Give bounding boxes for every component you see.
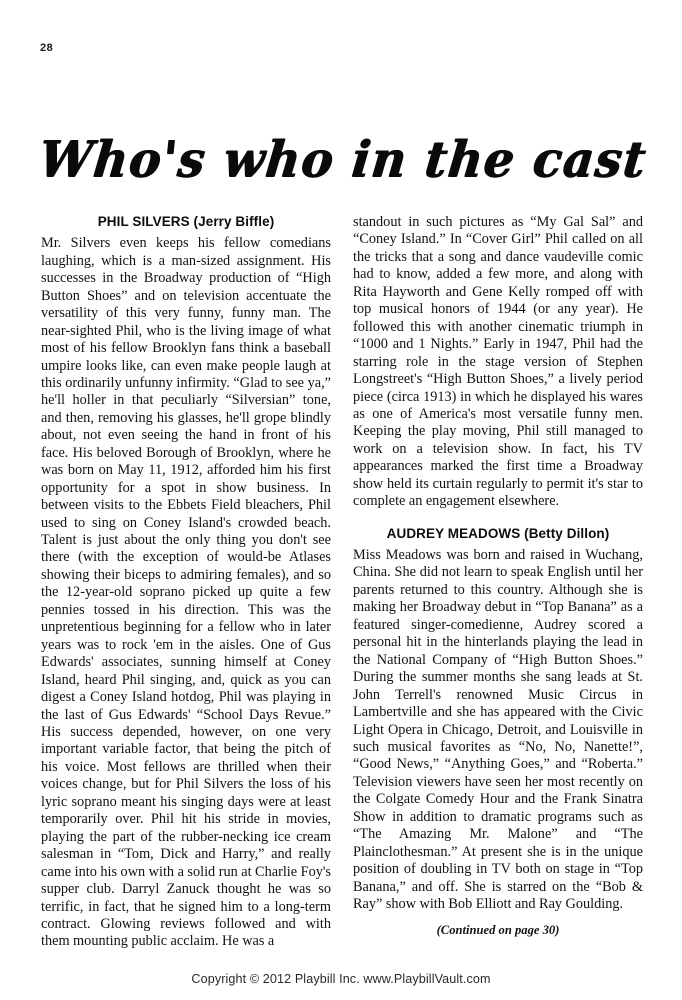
phil-silvers-bio-continuation: standout in such pictures as “My Gal Sal” and “Coney Island.” In “Cover Girl” Phil called on all the tricks that a song and dance vaudeville comic had to know, added a few more, and along with Rita Hayworth and Gene Kelly romped off with top musical honors of 1944 (or any year). He followed this with another cinematic triumph in “1000 and 1 Nights.” Early in 1947, Phil had the starring role in the stage version of Stephen Longstreet's “High Button Shoes,” a lively period piece (circa 1913) in which he displayed his wares as one of America's most versatile funny men. Keeping the play moving, Phil still managed to work on a television show. In fact, his TV appearances marked the first time a Broadway show held its curtain regularly to permit it's star to complete an engagement elsewhere. bbox=[353, 214, 643, 510]
left-column bbox=[41, 214, 331, 951]
right-column bbox=[353, 214, 643, 951]
continued-note: (Continued on page 30) bbox=[436, 922, 560, 937]
section-heading-audrey-meadows: AUDREY MEADOWS (Betty Dillon) bbox=[386, 525, 610, 542]
phil-silvers-bio-text: Mr. Silvers even keeps his fellow comedians laughing, which is a man-sized assignment. His successes in the Broadway production of “High Button Shoes” and on television accentuate the versatility of this very funny, funny man. The near-sighted Phil, who is the living image of what most of his fellow Brooklyn fans think a baseball umpire looks like, can even make people laugh at this ordinarily unfunny infirmity. “Glad to see ya,” he'll holler in that peculiarly “Silversian” tone, and then, removing his glasses, he'll grope blindly about, not even seeing the hand in front of his face. His beloved Borough of Brooklyn, where he was born on May 11, 1912, afforded him his first opportunity for a spot in show business. In between visits to the Ebbets Field bleachers, Phil used to sing on Coney Island's crowded beach. Talent is just about the only thing you don't see there (with the exception of would-be Atlases showing their biceps to admiring females), and so the 12-year-old soprano picked up quite a few pennies tossed in his direction. This was the unpretentious beginning for a fellow who in later years was to rock 'em in the aisles. One of Gus Edwards' associates, sunning himself at Coney Island, heard Phil singing, and, quick as you can digest a Coney Island hotdog, Phil was playing in the last of Gus Edwards' “School Days Revue.” His success depended, however, on one very important variable factor, that being the pitch of his voice. Most fellows are thrilled when their voices change, but for Phil Silvers the loss of his lyric soprano meant his singing days were at least temporarily over. Phil hit his stride in movies, playing the part of the rubber-necking ice cream salesman in “Tom, Dick and Harry,” and really came into his own with a solid run at Charlie Foy's supper club. Darryl Zanuck thought he was so terrific, in fact, that he signed him to a long-term contract. Glowing reviews followed and with them mounting public acclaim. He was a bbox=[41, 235, 331, 950]
page-number: 28 bbox=[40, 42, 54, 54]
page-title: Who's who in the cast bbox=[36, 130, 651, 190]
article-columns bbox=[41, 214, 643, 951]
masthead bbox=[0, 130, 682, 190]
copyright-footer: Copyright © 2012 Playbill Inc. www.PlaybillVault.com bbox=[191, 972, 491, 986]
audrey-meadows-bio-text: Miss Meadows was born and raised in Wuchang, China. She did not learn to speak English until her parents returned to this country. Although she is making her Broadway debut in “Top Banana” as a featured singer-comedienne, Audrey scored a personal hit in the hinterlands playing the lead in the National Company of “High Button Shoes.” During the summer months she sang leads at St. John Terrell's renowned Music Circus in Lambertville and she has appeared with the Civic Light Opera in Chicago, Detroit, and Louisville in such musical favorites as “No, No, Nanette!”, “Good News,” “Anything Goes,” and “Roberta.” Television viewers have seen her most recently on the Colgate Comedy Hour and the Frank Sinatra Show in addition to dramatic programs such as “The Amazing Mr. Malone” and “The Plainclothesman.” At present she is in the unique position of doubling in TV both on stage in “Top Banana,” and off. She is starred on the “Bob & Ray” show with Bob Elliott and Ray Goulding. bbox=[353, 547, 643, 913]
section-heading-phil-silvers: PHIL SILVERS (Jerry Biffle) bbox=[97, 214, 275, 230]
